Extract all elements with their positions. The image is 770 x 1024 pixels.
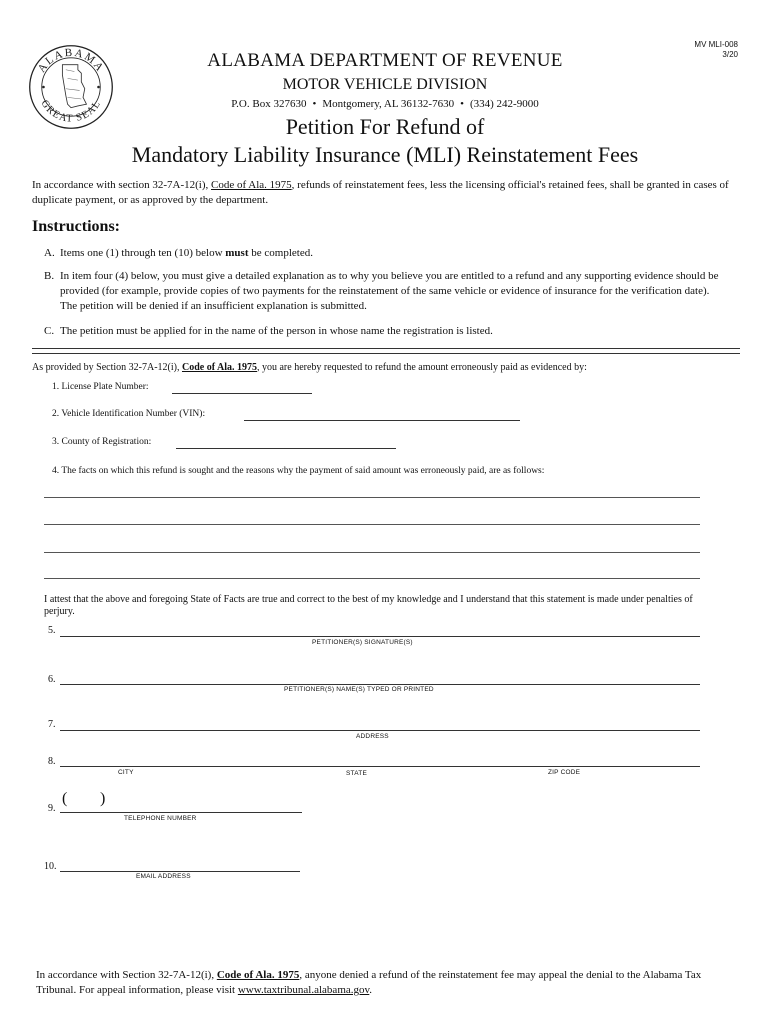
item-9-number: 9. (48, 803, 56, 814)
telephone-field[interactable] (60, 812, 302, 813)
city-state-zip-field[interactable] (60, 766, 700, 767)
agency-name: ALABAMA DEPARTMENT OF REVENUE (207, 50, 563, 71)
item-5-number: 5. (48, 625, 56, 636)
seal-bottom-text: GREAT SEAL (38, 98, 104, 125)
item-7-number: 7. (48, 719, 56, 730)
request-statement: As provided by Section 32-7A-12(i), Code of Ala. 1975, you are hereby requested to refund the amount erroneously paid as evidenced by: (32, 362, 587, 373)
code-reference: Code of Ala. 1975 (181, 362, 257, 373)
seal-top-text: ALABAMA (35, 46, 107, 75)
division-name: MOTOR VEHICLE DIVISION (282, 76, 488, 93)
zip-caption: ZIP CODE (548, 769, 581, 776)
instruction-c-text: The petition must be applied for in the name of the person in whose name the registration is listed. (60, 325, 493, 337)
facts-line-1[interactable] (44, 497, 700, 498)
appeal-notice: In accordance with Section 32-7A-12(i), Code of Ala. 1975, anyone denied a refund of the reinstatement fee may appeal the denial to the Alabama Tax Tribunal. For appeal information, please visit www.taxtribunal.alabama.gov. (36, 969, 702, 996)
item-10-number: 10. (44, 861, 57, 872)
vin-label: 2. Vehicle Identification Number (VIN): (52, 409, 206, 419)
city-caption: CITY (118, 769, 134, 776)
item-8-number: 8. (48, 756, 56, 767)
instruction-a-text: Items one (1) through ten (10) below must be completed. (60, 247, 313, 259)
code-reference: Code of Ala. 1975 (211, 179, 292, 191)
email-caption: EMAIL ADDRESS (136, 873, 191, 880)
phone-number: (334) 242-9000 (469, 98, 539, 110)
agency-contact (0, 98, 770, 110)
instruction-c-label: C. (44, 325, 55, 337)
po-box: P.O. Box 327630 (231, 98, 307, 110)
county-label: 3. County of Registration: (52, 437, 152, 447)
form-title-line2: Mandatory Liability Insurance (MLI) Reinstatement Fees (131, 142, 639, 167)
county-field[interactable] (176, 448, 396, 449)
address-caption: ADDRESS (356, 733, 389, 740)
item-6-number: 6. (48, 674, 56, 685)
tax-tribunal-link[interactable]: www.taxtribunal.alabama.gov (237, 984, 370, 996)
facts-label: 4. The facts on which this refund is sought and the reasons why the payment of said amount was erroneously paid, are as follows: (52, 466, 545, 476)
instruction-a-label: A. (44, 247, 55, 259)
instruction-b (44, 269, 720, 314)
signature-field[interactable] (60, 636, 700, 637)
license-plate-label: 1. License Plate Number: (52, 382, 149, 392)
bullet-separator: • (312, 98, 317, 110)
license-plate-field[interactable] (172, 393, 312, 394)
facts-line-4[interactable] (44, 578, 700, 579)
code-reference: Code of Ala. 1975 (216, 969, 300, 981)
instruction-a (44, 246, 720, 261)
intro-text: In accordance with section 32-7A-12(i), (32, 179, 211, 191)
bullet-separator: • (460, 98, 464, 110)
instruction-b-text: In item four (4) below, you must give a detailed explanation as to why you believe you are entitled to a refund and any supporting evidence should be provided (for example, provide copies of two payments for the reinstatement of the same vehicle or evidence of insurance for the verification date). The petition will be denied if an insufficient explanation is submitted. (60, 270, 719, 312)
instruction-b-label: B. (44, 270, 55, 282)
city-address: Montgomery, AL 36132-7630 (322, 98, 455, 110)
divider-rule (32, 353, 740, 354)
email-field[interactable] (60, 871, 300, 872)
intro-text-end: , refunds of reinstatement fees, less the licensing official's retained fees, shall be granted in cases of duplicate payment, or as approved by the department. (32, 179, 729, 206)
facts-line-2[interactable] (44, 524, 700, 525)
facts-line-3[interactable] (44, 552, 700, 553)
state-caption: STATE (346, 770, 367, 777)
form-revision: 3/20 (722, 50, 738, 59)
area-code-close-paren: ) (100, 790, 106, 807)
area-code-open-paren: ( (62, 790, 68, 807)
printed-name-field[interactable] (60, 684, 700, 685)
form-number: MV MLI-008 (694, 40, 738, 49)
telephone-caption: TELEPHONE NUMBER (124, 815, 197, 822)
divider-rule (32, 348, 740, 349)
address-field[interactable] (60, 730, 700, 731)
printed-name-caption: PETITIONER(S) NAME(S) TYPED OR PRINTED (284, 686, 434, 693)
instruction-c (44, 324, 720, 339)
intro-paragraph (32, 178, 740, 208)
attestation-statement: I attest that the above and foregoing State of Facts are true and correct to the best of my knowledge and I understand that this statement is made under penalties of perjury. (44, 594, 693, 617)
vin-field[interactable] (244, 420, 520, 421)
form-title-line1: Petition For Refund of (285, 114, 485, 139)
signature-caption: PETITIONER(S) SIGNATURE(S) (312, 639, 413, 646)
instructions-heading: Instructions: (32, 218, 121, 235)
must-emphasis: must (225, 247, 249, 259)
